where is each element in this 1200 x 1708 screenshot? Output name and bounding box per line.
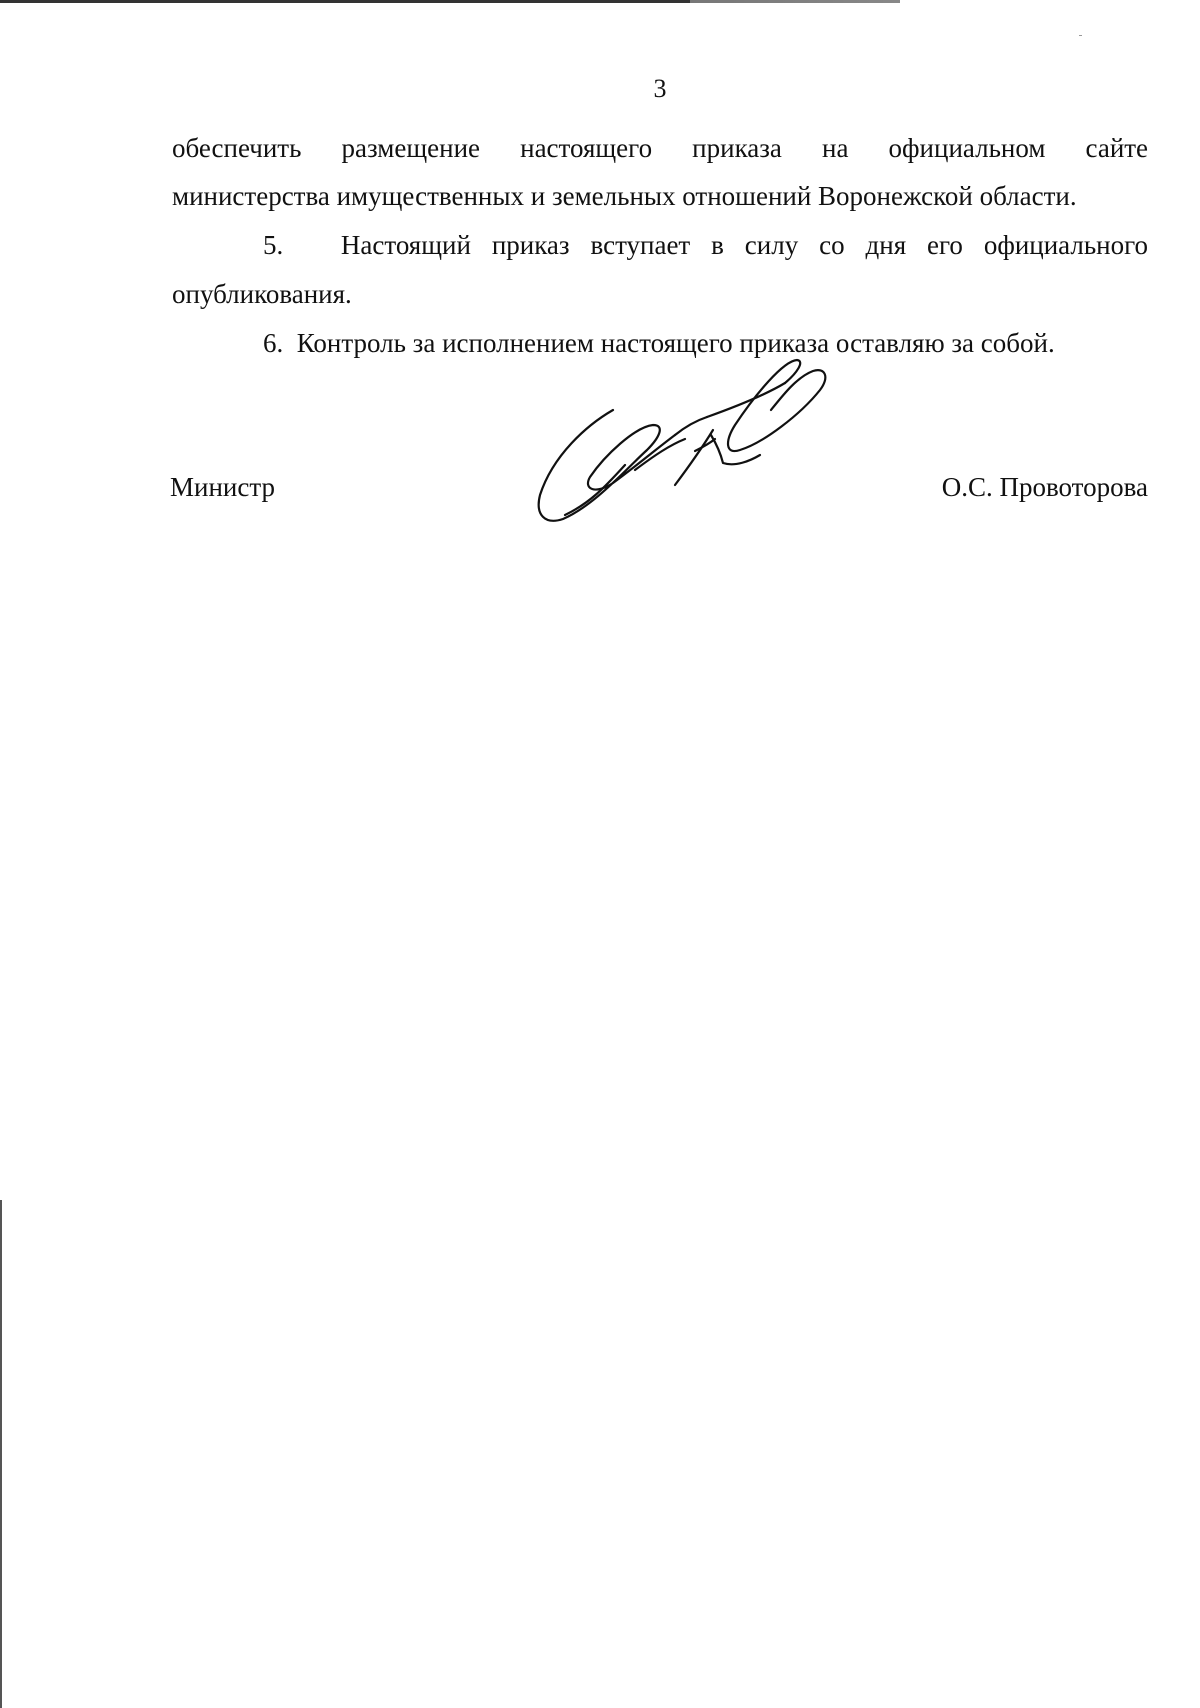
paragraph-6: 6. Контроль за исполнением настоящего приказа оставляю за собой. [263,328,1055,358]
word: на [822,133,849,163]
paragraph-4-line-1 [172,124,1148,172]
word: размещение [341,133,481,163]
scan-top-edge [0,0,1200,3]
scan-left-edge [0,1200,2,1708]
word: настоящего [520,133,653,163]
word: Настоящий [340,230,471,260]
signer-position: Министр [170,472,275,502]
scan-speck [1079,35,1082,36]
paragraph-5-line-2: опубликования. [172,279,352,309]
handwritten-signature [535,355,855,530]
word: обеспечить [172,133,302,163]
item-number: 5. [263,230,284,260]
word: официального [983,230,1149,260]
paragraph-4-line-2: министерства имущественных и земельных отношений Воронежской области. [172,181,1077,211]
word: приказа [692,133,782,163]
word: официальном [888,133,1046,163]
word: со [819,230,845,260]
word: сайте [1085,133,1149,163]
word: в [711,230,724,260]
signer-name: О.С. Провоторова [941,472,1148,502]
word: вступает [590,230,691,260]
word: приказ [491,230,570,260]
word: силу [744,230,799,260]
page-number: 3 [653,74,667,103]
word: его [927,230,963,260]
word: дня [865,230,907,260]
paragraph-5-line-1 [172,221,1148,269]
